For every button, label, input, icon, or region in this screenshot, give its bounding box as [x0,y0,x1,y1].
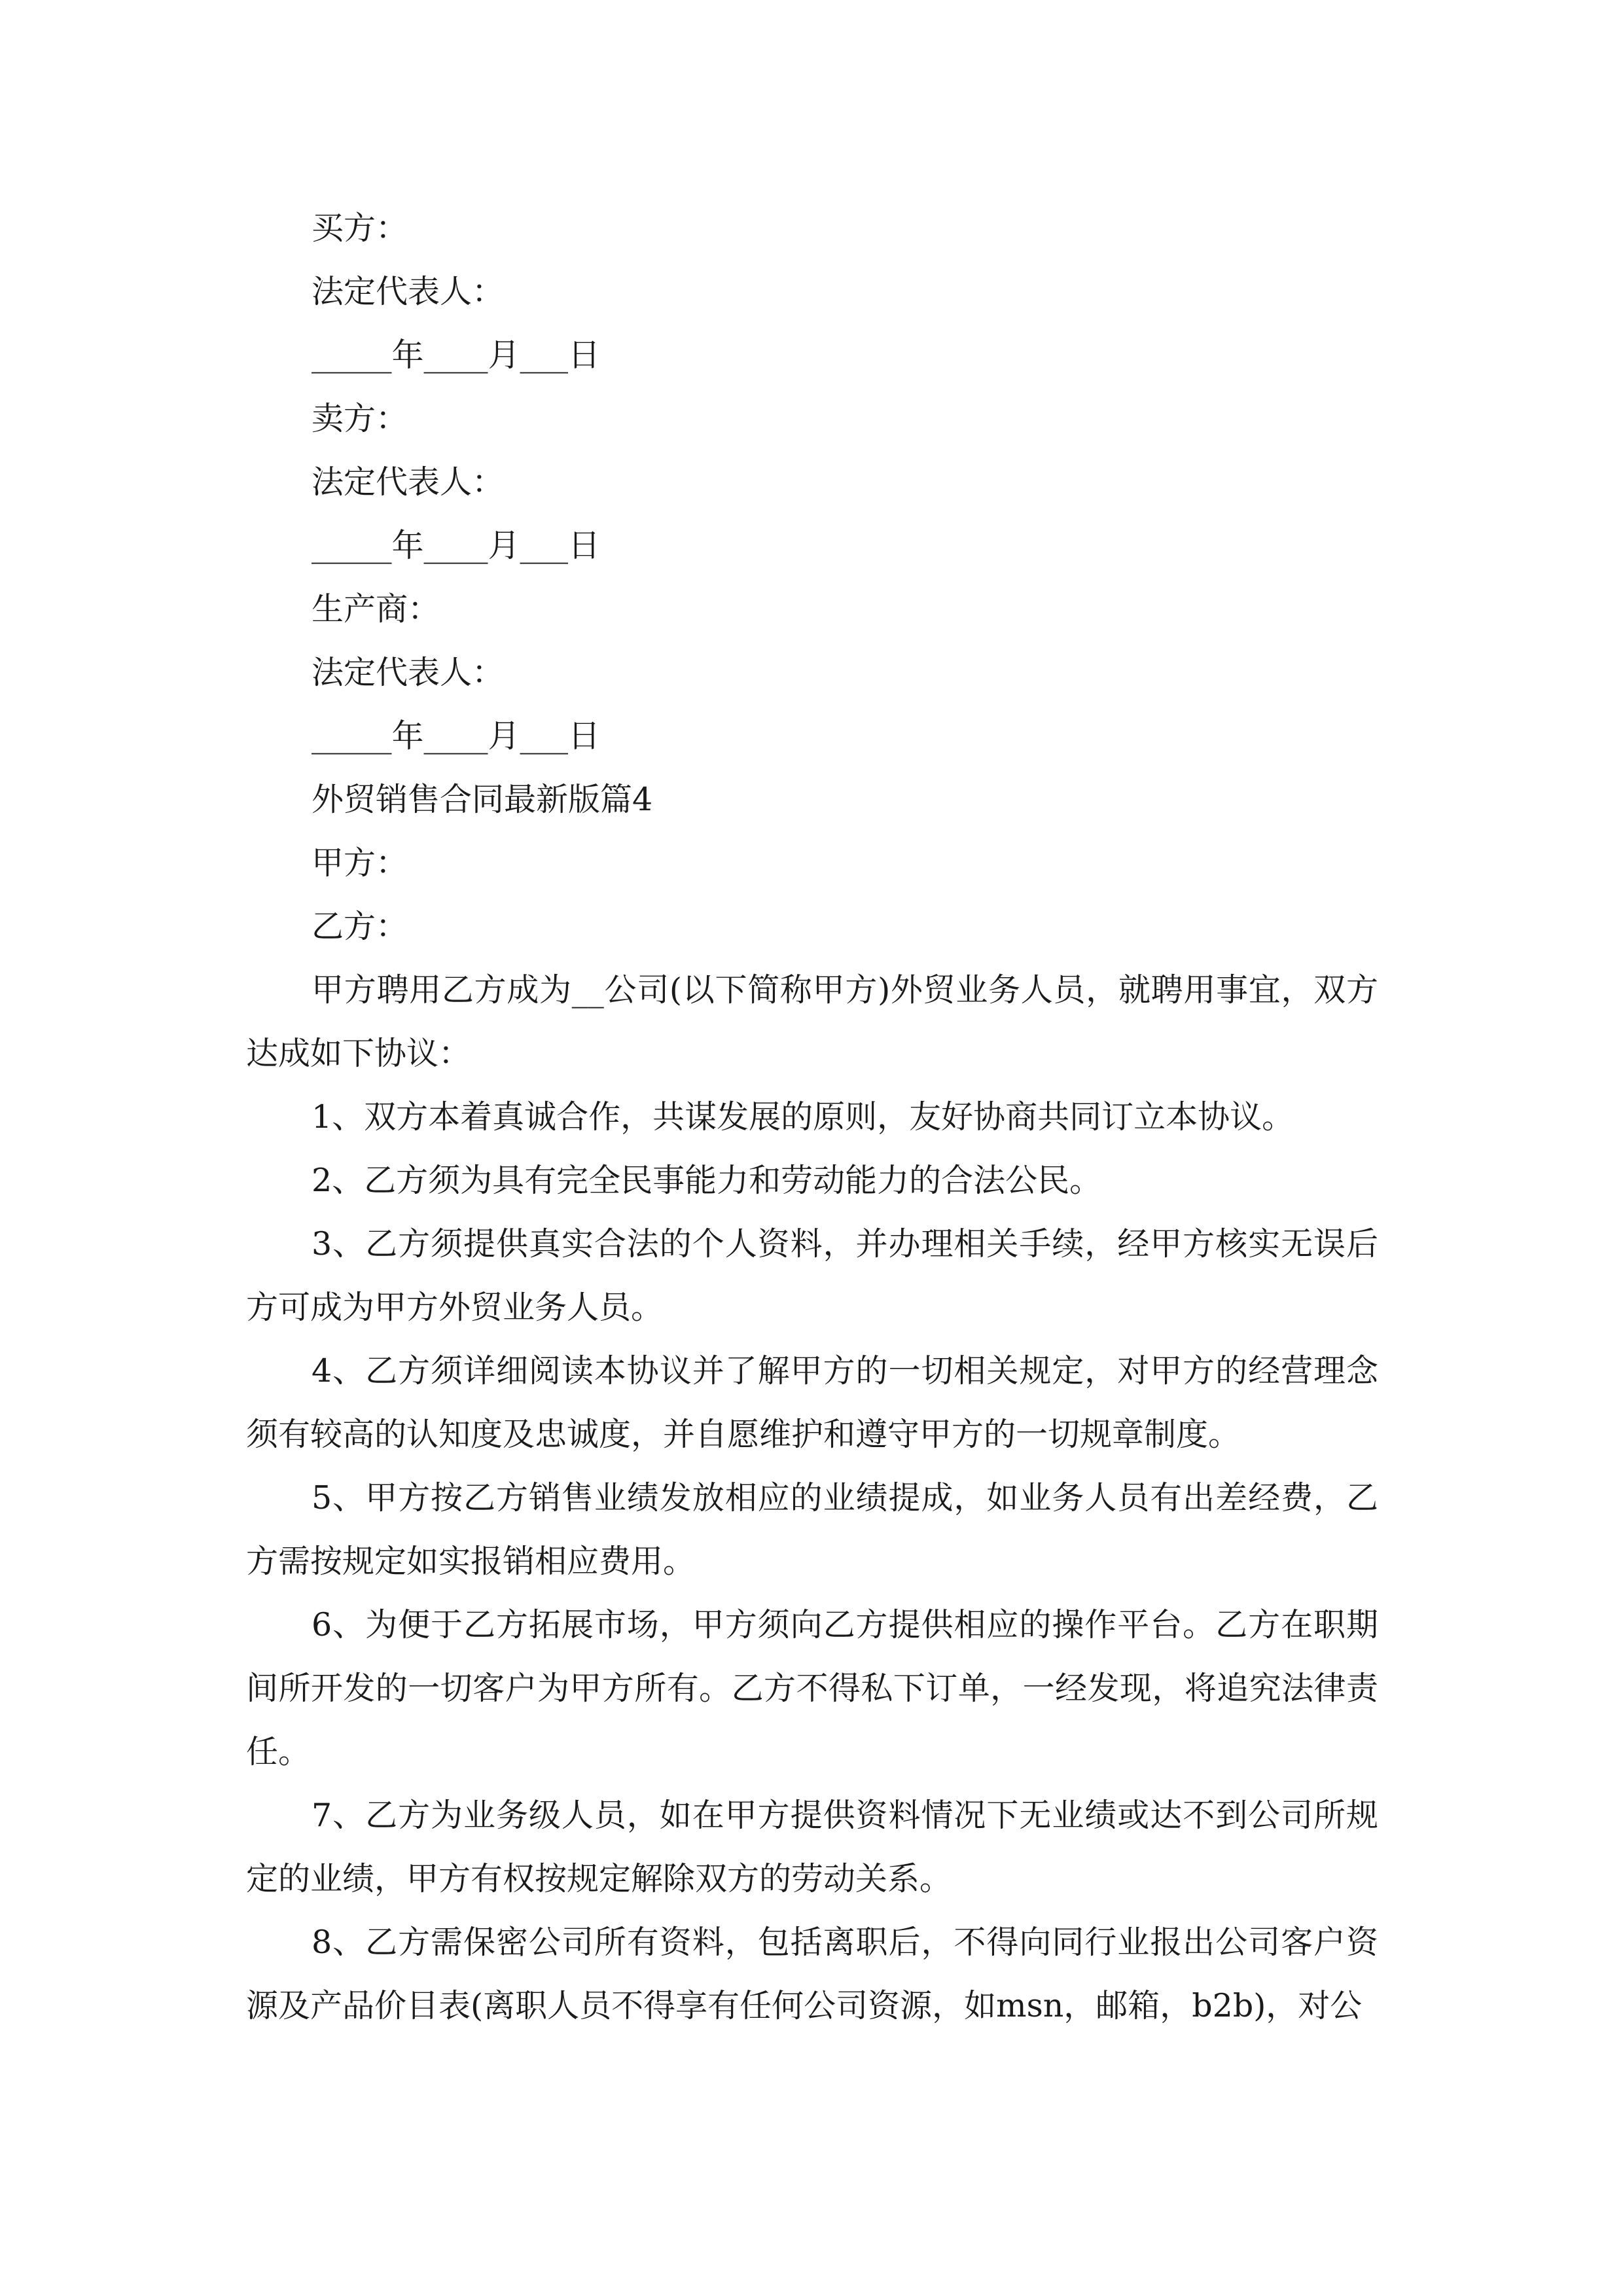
document-body [246,196,1378,2037]
party-b-label: 乙方： [312,908,408,945]
buyer-label: 买方： [312,209,408,247]
clause-8: 8、乙方需保密公司所有资料，包括离职后，不得向同行业报出公司客户资源及产品价目表(离职人员不得享有任何公司资源，如msn，邮箱，b2b)，对公 [246,1924,1378,2024]
clause-2: 2、乙方须为具有完全民事能力和劳动能力的合法公民。 [312,1162,1102,1199]
buyer-date-line: _____年____月___日 [312,336,601,374]
clause-5: 5、甲方按乙方销售业绩发放相应的业绩提成，如业务人员有出差经费，乙方需按规定如实报销相应费用。 [246,1479,1378,1580]
buyer-legal-rep-label: 法定代表人： [312,273,505,310]
clause-1: 1、双方本着真诚合作，共谋发展的原则，友好协商共同订立本协议。 [312,1098,1294,1136]
seller-label: 卖方： [312,400,408,437]
party-a-label: 甲方： [312,844,408,882]
manufacturer-label: 生产商： [312,590,440,628]
clause-6: 6、为便于乙方拓展市场，甲方须向乙方提供相应的操作平台。乙方在职期间所开发的一切客户为甲方所有。乙方不得私下订单，一经发现，将追究法律责任。 [246,1606,1378,1770]
intro-paragraph: 甲方聘用乙方成为__公司(以下简称甲方)外贸业务人员，就聘用事宜，双方达成如下协议： [246,971,1378,1072]
manufacturer-date-line: _____年____月___日 [312,717,601,755]
manufacturer-legal-rep-label: 法定代表人： [312,654,505,691]
clause-3: 3、乙方须提供真实合法的个人资料，并办理相关手续，经甲方核实无误后方可成为甲方外贸业务人员。 [246,1225,1378,1326]
clause-4: 4、乙方须详细阅读本协议并了解甲方的一切相关规定，对甲方的经营理念须有较高的认知度及忠诚度，并自愿维护和遵守甲方的一切规章制度。 [246,1352,1378,1453]
clause-7: 7、乙方为业务级人员，如在甲方提供资料情况下无业绩或达不到公司所规定的业绩，甲方有权按规定解除双方的劳动关系。 [246,1797,1378,1897]
seller-legal-rep-label: 法定代表人： [312,463,505,501]
seller-date-line: _____年____月___日 [312,527,601,564]
section-title: 外贸销售合同最新版篇4 [312,781,653,818]
